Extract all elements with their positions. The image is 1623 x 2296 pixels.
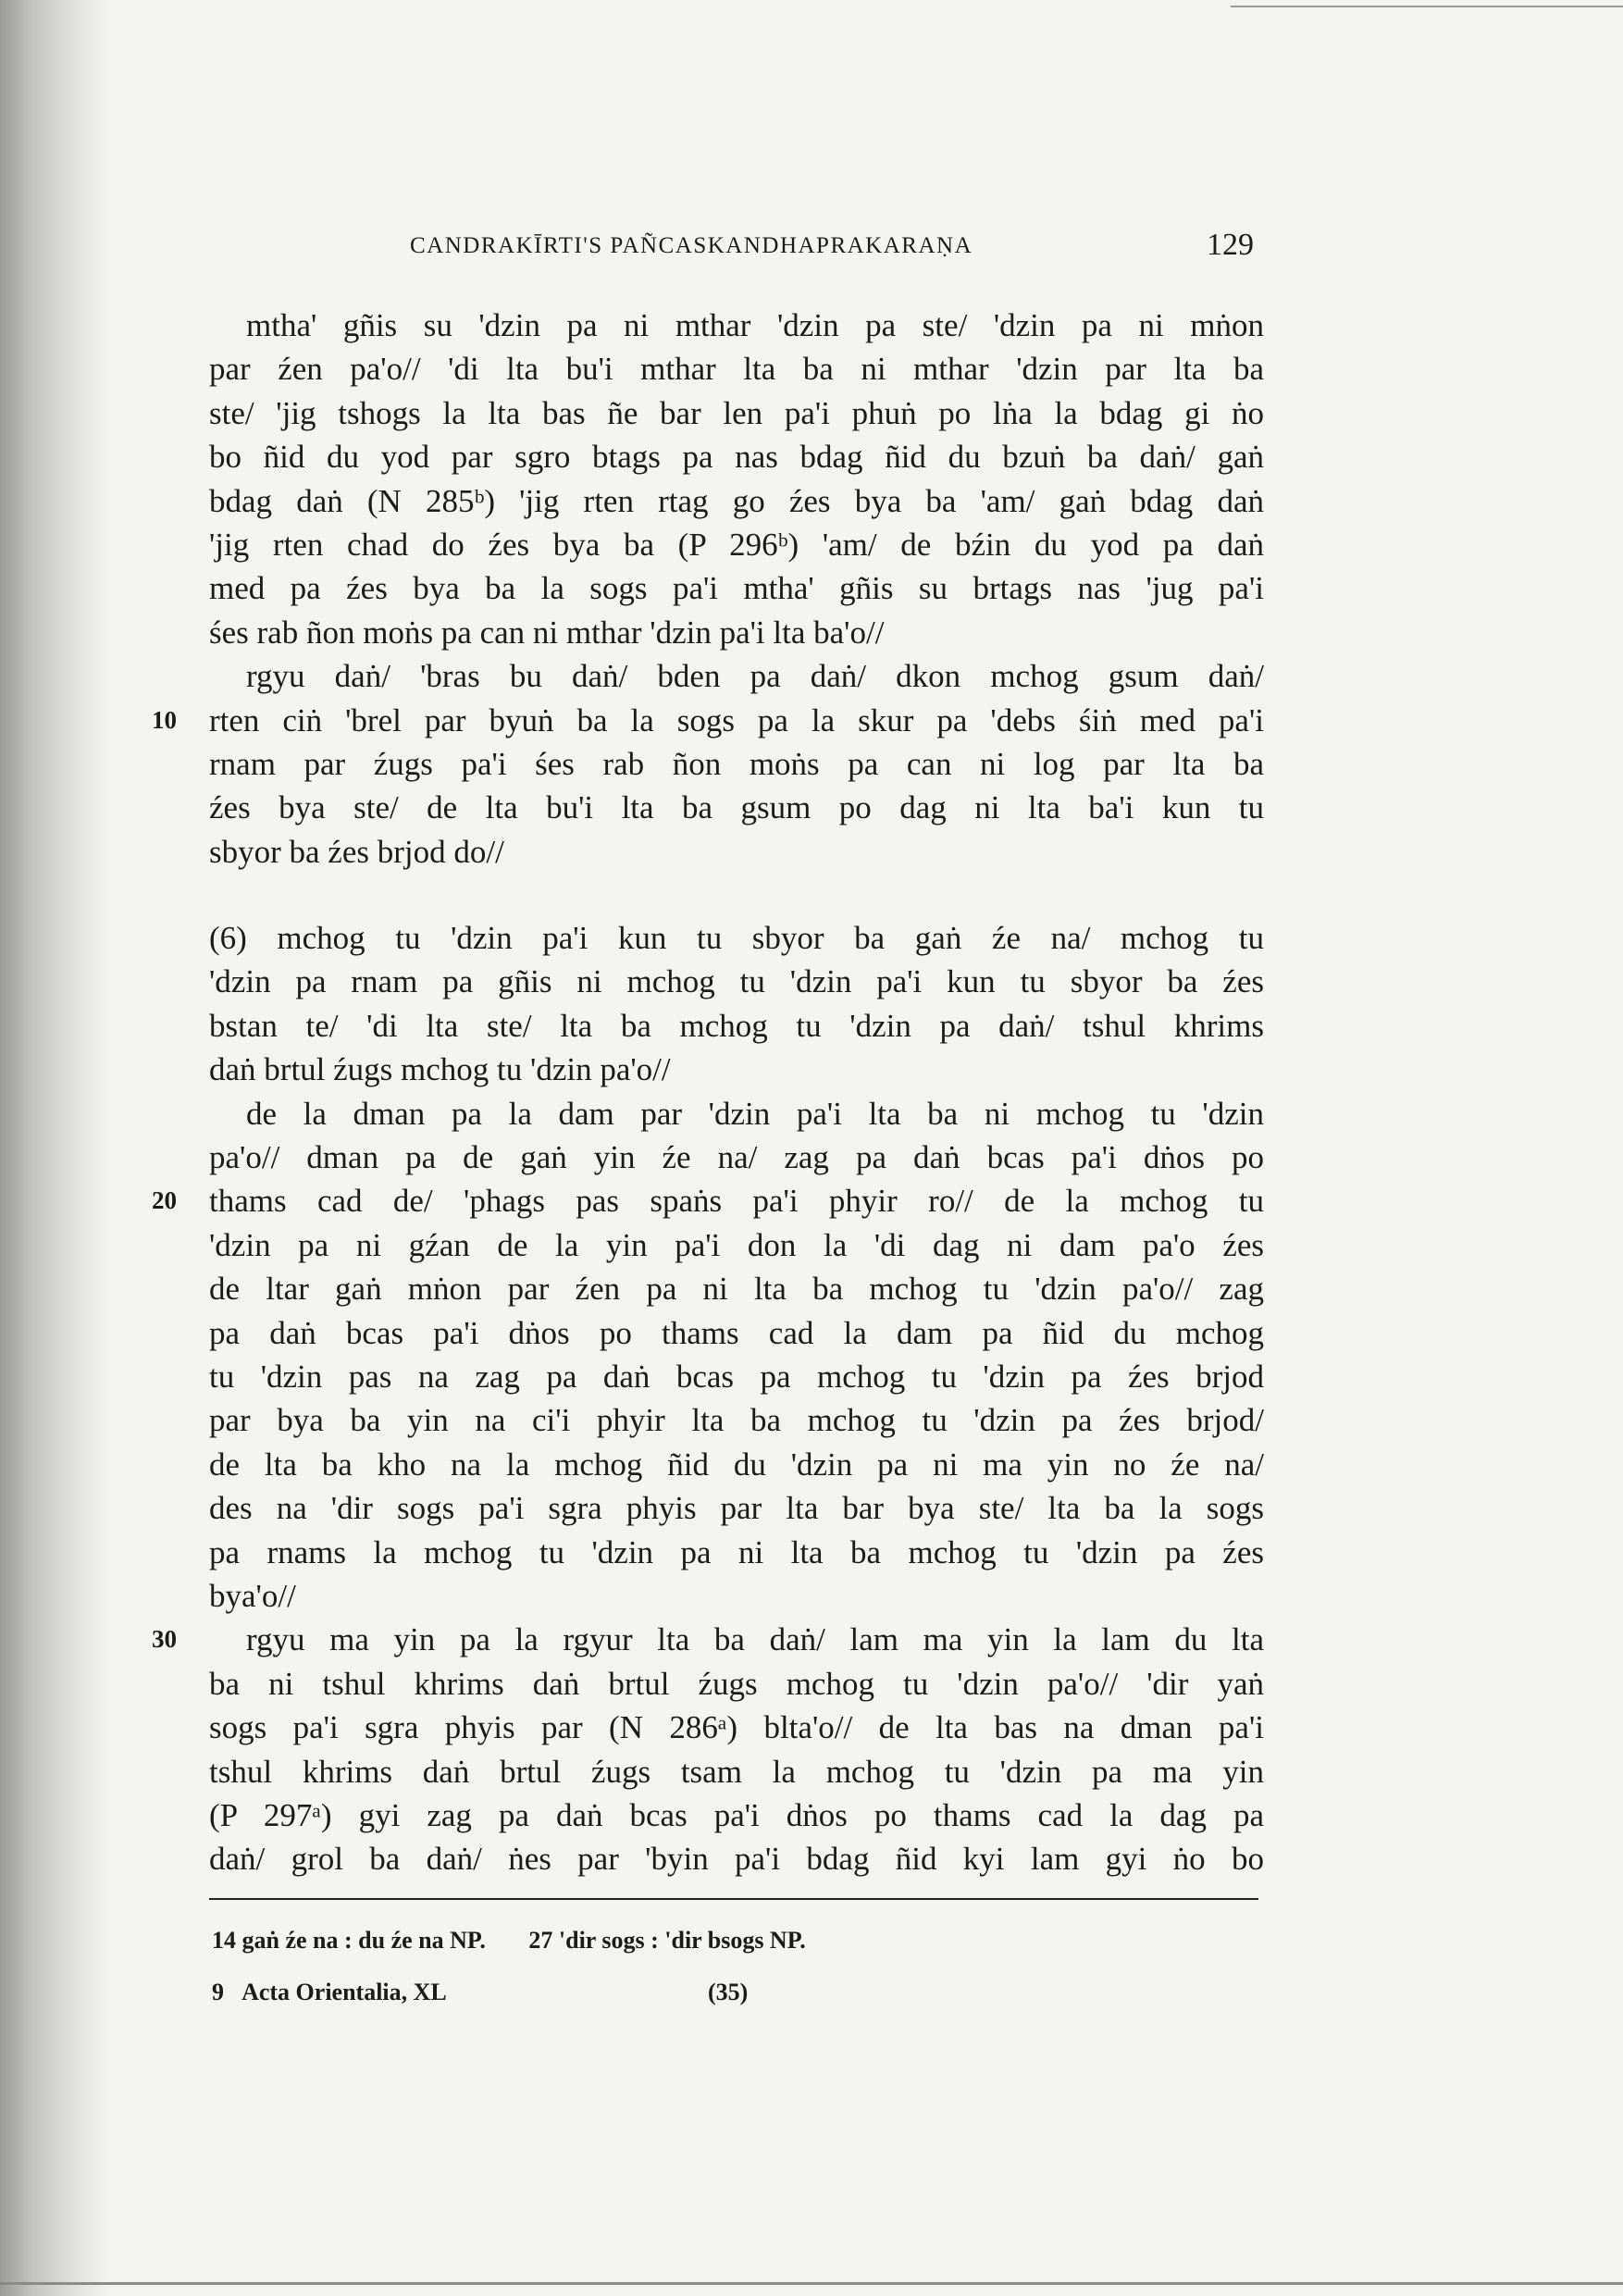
line-text: des na 'dir sogs pa'i sgra phyis par lta bar bya ste/ lta ba la sogs — [209, 1490, 1264, 1527]
line-text: mtha' gñis su 'dzin pa ni mthar 'dzin pa ste/ 'dzin pa ni mṅon — [246, 307, 1264, 343]
text-line — [209, 1048, 1264, 1091]
main-text — [152, 304, 1264, 1881]
line-text: rgyu daṅ/ 'bras bu daṅ/ bden pa daṅ/ dkon mchog gsum daṅ/ — [246, 658, 1264, 695]
line-text: 'jig rten chad do źes bya ba (P 296ᵇ) 'am/ de bźin du yod pa daṅ — [209, 526, 1264, 563]
text-line — [209, 1355, 1264, 1398]
text-line — [209, 742, 1264, 786]
scan-edge-shadow — [0, 0, 111, 2296]
line-text: tu 'dzin pas na zag pa daṅ bcas pa mchog tu 'dzin pa źes brjod — [209, 1358, 1264, 1395]
text-line — [209, 523, 1264, 566]
text-line — [209, 830, 1264, 874]
text-line — [209, 1574, 1264, 1618]
text-line — [209, 1223, 1264, 1267]
text-line — [209, 347, 1264, 391]
line-text: rnam par źugs pa'i śes rab ñon moṅs pa can ni log par lta ba — [209, 745, 1264, 782]
text-line — [209, 786, 1264, 829]
line-text: daṅ/ grol ba daṅ/ ṅes par 'byin pa'i bdag ñid kyi lam gyi ṅo bo — [209, 1841, 1264, 1878]
text-line — [152, 699, 1264, 742]
line-number: 10 — [152, 705, 177, 734]
text-line — [152, 1179, 1264, 1222]
text-line — [209, 611, 1264, 654]
bottom-scan-line — [0, 2282, 1623, 2285]
line-text: de lta ba kho na la mchog ñid du 'dzin pa ni ma yin no źe na/ — [209, 1446, 1264, 1483]
line-text: par bya ba yin na ci'i phyir lta ba mchog tu 'dzin pa źes brjod/ — [209, 1402, 1264, 1439]
text-line — [152, 1618, 1264, 1661]
line-text: ba ni tshul khrims daṅ brtul źugs mchog tu 'dzin pa'o// 'dir yaṅ — [209, 1665, 1264, 1702]
sheet-number: (35) — [708, 1979, 749, 2005]
line-text: de la dman pa la dam par 'dzin pa'i lta ba ni mchog tu 'dzin — [246, 1095, 1264, 1132]
line-text: (P 297ᵃ) gyi zag pa daṅ bcas pa'i dṅos po thams cad la dag pa — [209, 1796, 1264, 1833]
line-text: (6) mchog tu 'dzin pa'i kun tu sbyor ba gaṅ źe na/ mchog tu — [209, 920, 1264, 957]
line-text: sogs pa'i sgra phyis par (N 286ᵃ) blta'o// de lta bas na dman pa'i — [209, 1709, 1264, 1746]
line-text: thams cad de/ 'phags pas spaṅs pa'i phyir ro// de la mchog tu — [209, 1183, 1264, 1220]
line-text: 'dzin pa rnam pa gñis ni mchog tu 'dzin pa'i kun tu sbyor ba źes — [209, 963, 1264, 1000]
text-line — [209, 1136, 1264, 1179]
line-text: rten ciṅ 'brel par byuṅ ba la sogs pa la skur pa 'debs śiṅ med pa'i — [209, 701, 1264, 738]
text-line — [209, 1311, 1264, 1355]
line-text: med pa źes bya ba la sogs pa'i mtha' gñis su brtags nas 'jug pa'i — [209, 570, 1264, 607]
line-text: ste/ 'jig tshogs la lta bas ñe bar len pa'i phuṅ po lṅa la bdag gi ṅo — [209, 394, 1264, 431]
line-number: 30 — [152, 1625, 177, 1654]
text-line — [209, 654, 1264, 698]
line-text: pa rnams la mchog tu 'dzin pa ni lta ba mchog tu 'dzin pa źes — [209, 1533, 1264, 1570]
line-text: bstan te/ 'di lta ste/ lta ba mchog tu 'dzin pa daṅ/ tshul khrims — [209, 1007, 1264, 1044]
text-line — [209, 435, 1264, 478]
text-line — [209, 1837, 1264, 1880]
text-line — [209, 916, 1264, 960]
line-text: źes bya ste/ de lta bu'i lta ba gsum po dag ni lta ba'i kun tu — [209, 789, 1264, 826]
footnote-1: 14 gaṅ źe na : du źe na NP. — [212, 1927, 486, 1954]
text-line — [209, 391, 1264, 435]
text-line — [209, 304, 1264, 347]
line-text: pa daṅ bcas pa'i dṅos po thams cad la dam pa ñid du mchog — [209, 1314, 1264, 1351]
footnotes — [212, 1927, 806, 1955]
line-number: 20 — [152, 1186, 177, 1215]
text-line — [209, 1793, 1264, 1837]
paragraph-gap — [209, 874, 1264, 916]
page-number: 129 — [1207, 228, 1254, 262]
line-text: rgyu ma yin pa la rgyur lta ba daṅ/ lam ma yin la lam du lta — [246, 1621, 1264, 1658]
text-line — [209, 1267, 1264, 1310]
line-text: de ltar gaṅ mṅon par źen pa ni lta ba mchog tu 'dzin pa'o// zag — [209, 1271, 1264, 1308]
text-line — [209, 1662, 1264, 1706]
line-text: bya'o// — [209, 1577, 296, 1614]
text-line — [209, 1092, 1264, 1136]
line-text: pa'o// dman pa de gaṅ yin źe na/ zag pa daṅ bcas pa'i dṅos po — [209, 1139, 1264, 1176]
footnote-2: 27 'dir sogs : 'dir bsogs NP. — [528, 1927, 806, 1954]
line-text: par źen pa'o// 'di lta bu'i mthar lta ba ni mthar 'dzin par lta ba — [209, 351, 1264, 388]
text-line — [209, 960, 1264, 1003]
line-text: bdag daṅ (N 285ᵇ) 'jig rten rtag go źes bya ba 'am/ gaṅ bdag daṅ — [209, 482, 1264, 519]
journal-name: Acta Orientalia, XL — [242, 1979, 447, 2005]
running-title: CANDRAKĪRTI'S PAÑCASKANDHAPRAKARAṆA — [410, 233, 973, 258]
text-line — [209, 1531, 1264, 1574]
line-text: sbyor ba źes brjod do// — [209, 833, 504, 870]
top-scan-line — [1231, 6, 1623, 7]
printer-signature — [212, 1979, 767, 2006]
line-text: 'dzin pa ni gźan de la yin pa'i don la 'di dag ni dam pa'o źes — [209, 1226, 1264, 1263]
text-line — [209, 479, 1264, 523]
text-line — [209, 1706, 1264, 1749]
text-line — [209, 1004, 1264, 1048]
line-text: bo ñid du yod par sgro btags pa nas bdag ñid du bzuṅ ba daṅ/ gaṅ — [209, 439, 1264, 476]
text-line — [209, 1486, 1264, 1530]
text-line — [209, 1750, 1264, 1793]
page-header — [410, 228, 1254, 265]
line-text: daṅ brtul źugs mchog tu 'dzin pa'o// — [209, 1051, 671, 1088]
text-line — [209, 1443, 1264, 1486]
line-text: tshul khrims daṅ brtul źugs tsam la mchog tu 'dzin pa ma yin — [209, 1753, 1264, 1790]
text-line — [209, 1398, 1264, 1442]
footnote-divider — [209, 1898, 1258, 1900]
signature-number: 9 — [212, 1979, 224, 2005]
text-line — [209, 566, 1264, 610]
line-text: śes rab ñon moṅs pa can ni mthar 'dzin pa'i lta ba'o// — [209, 614, 885, 651]
